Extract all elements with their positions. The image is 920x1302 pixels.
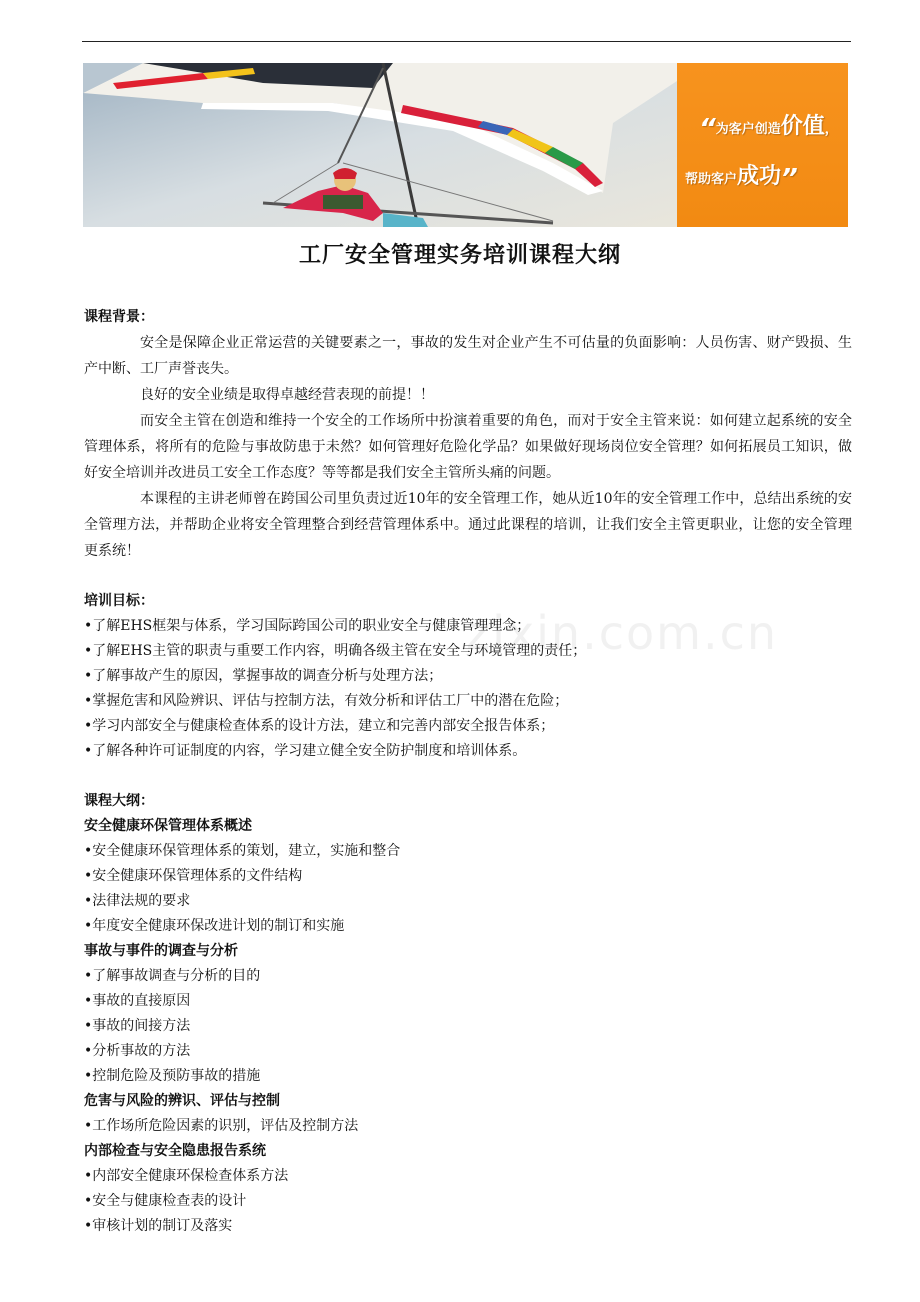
outline-item: •安全与健康检查表的设计: [84, 1193, 247, 1209]
slogan-line-2: 帮助客户成功”: [685, 164, 798, 194]
outline-item: •控制危险及预防事故的措施: [84, 1068, 261, 1084]
objectives-heading: 培训目标：: [84, 593, 154, 609]
header-rule: [82, 41, 851, 42]
objective-item: •了解事故产生的原因，掌握事故的调查分析与处理方法；: [84, 668, 443, 684]
outline-section-title: 内部检查与安全隐患报告系统: [84, 1143, 266, 1159]
outline-item: •安全健康环保管理体系的策划，建立，实施和整合: [84, 843, 401, 859]
outline-section-title: 安全健康环保管理体系概述: [84, 818, 252, 834]
outline-section-title: 危害与风险的辨识、评估与控制: [84, 1093, 280, 1109]
outline-section-title: 事故与事件的调查与分析: [84, 943, 238, 959]
background-paragraph: 安全是保障企业正常运营的关键要素之一，事故的发生对企业产生不可估量的负面影响：人员伤害、财产毁损、生产中断、工厂声誉丧失。: [84, 335, 852, 377]
slogan-line-1: “为客户创造价值，: [699, 114, 838, 144]
objective-item: •学习内部安全与健康检查体系的设计方法，建立和完善内部安全报告体系；: [84, 718, 555, 734]
banner: [83, 63, 848, 227]
objective-item: •了解EHS框架与体系，学习国际跨国公司的职业安全与健康管理理念；: [84, 618, 531, 634]
background-paragraph: 良好的安全业绩是取得卓越经营表现的前提！！: [140, 387, 434, 403]
spacer: [84, 564, 852, 589]
objective-item: •了解各种许可证制度的内容，学习建立健全安全防护制度和培训体系。: [84, 743, 527, 759]
document-body: [84, 305, 852, 1239]
slogan-panel: [677, 63, 848, 227]
background-paragraph: 而安全主管在创造和维持一个安全的工作场所中扮演着重要的角色，而对于安全主管来说：如何建立起系统的安全管理体系，将所有的危险与事故防患于未然？如何管理好危险化学品？如果做好现场岗位安全管理？如何拓展员工知识，做好安全培训并改进员工安全工作态度？等等都是我们安全主管所头痛的问题。: [84, 413, 852, 481]
hang-glider-photo: [83, 63, 677, 227]
outline-item: •内部安全健康环保检查体系方法: [84, 1168, 289, 1184]
spacer: [84, 764, 852, 789]
watermark: zixin.com.cn: [466, 606, 779, 660]
objective-item: •掌握危害和风险辨识、评估与控制方法，有效分析和评估工厂中的潜在危险；: [84, 693, 569, 709]
outline-item: •事故的直接原因: [84, 993, 191, 1009]
outline-item: •事故的间接方法: [84, 1018, 191, 1034]
outline-item: •工作场所危险因素的识别，评估及控制方法: [84, 1118, 359, 1134]
outline-item: •分析事故的方法: [84, 1043, 191, 1059]
outline-item: •审核计划的制订及落实: [84, 1218, 233, 1234]
page-title: 工厂安全管理实务培训课程大纲: [298, 243, 621, 268]
outline-item: •法律法规的要求: [84, 893, 191, 909]
outline-item: •年度安全健康环保改进计划的制订和实施: [84, 918, 345, 934]
background-heading: 课程背景：: [84, 309, 154, 325]
outline-heading: 课程大纲：: [84, 793, 154, 809]
outline-item: •了解事故调查与分析的目的: [84, 968, 261, 984]
objective-item: •了解EHS主管的职责与重要工作内容，明确各级主管在安全与环境管理的责任；: [84, 643, 587, 659]
outline-item: •安全健康环保管理体系的文件结构: [84, 868, 303, 884]
background-paragraph: 本课程的主讲老师曾在跨国公司里负责过近10年的安全管理工作，她从近10年的安全管理工作中，总结出系统的安全管理方法，并帮助企业将安全管理整合到经营管理体系中。通过此课程的培训，让我们安全主管更职业，让您的安全管理更系统！: [84, 491, 852, 559]
